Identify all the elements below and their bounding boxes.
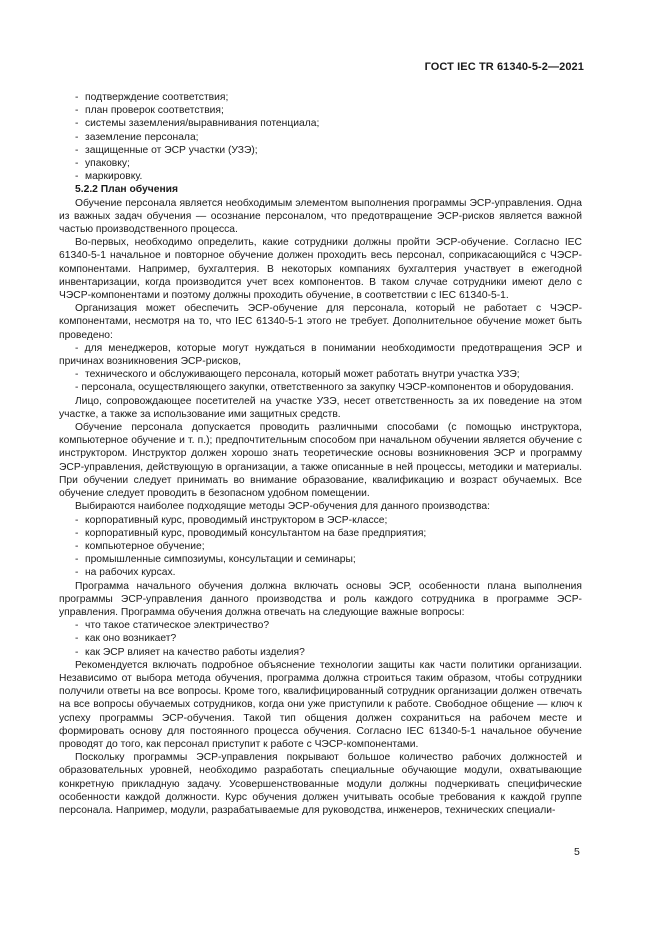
- list-item: - компьютерное обучение;: [75, 540, 205, 552]
- paragraph: Обучение персонала допускается проводить различными способами (с помощью инструктора, компьютерное обучение и т. п.); предпочтительным способом при начальном обучении является обучение с инструктором. Инструктор должен хорошо знать теоретические основы возникновения ЭСР и программу ЭСР-управления, действующую в организации, а также описанные в ней процессы, методики и материалы. При обучении следует принимать во внимание образование, квалификацию и возраст обучаемых. Все обучение следует проводить в безопасном удобном помещении.: [59, 422, 582, 500]
- paragraph: Лицо, сопровождающее посетителей на участке УЗЭ, несет ответственность за их поведение на этом участке, а также за использование ими защитных средств.: [59, 395, 582, 420]
- list-item: - системы заземления/выравнивания потенциала;: [75, 118, 320, 130]
- page-body: [59, 91, 582, 817]
- list-item: - для менеджеров, которые могут нуждаться в понимании необходимости предотвращения ЭСР и причинах возникновения ЭСР-рисков,: [59, 342, 582, 368]
- bullet-list-methods: [59, 514, 582, 580]
- paragraph: Во-первых, необходимо определить, какие сотрудники должны пройти ЭСР-обучение. Согласно IEC 61340-5-1 начальное и повторное обучение должен проходить весь персонал, соприкасающийся с ЧЭСР-компонентами. Например, бухгалтерия. В некоторых компаниях бухгалтерия участвует в ежегодной инвентаризации, когда производится учет всех компонентов. В таком случае сотрудники имеют дело с ЧЭСР-компонентами и поэтому должны проходить обучение, в соответствии с IEC 61340-5-1.: [59, 237, 582, 302]
- paragraph: Организация может обеспечить ЭСР-обучение для персонала, который не работает с ЧЭСР-компонентами, несмотря на то, что IEC 61340-5-1 этого не требует. Дополнительное обучение может быть проведено:: [59, 303, 582, 341]
- list-item: - защищенные от ЭСР участки (УЗЭ);: [75, 144, 258, 156]
- section-heading: 5.2.2 План обучения: [75, 184, 179, 196]
- list-item: - маркировку.: [75, 171, 143, 183]
- bullet-list-questions: [59, 619, 582, 659]
- bullet-list-training: [59, 342, 582, 395]
- standard-header: ГОСТ IEC TR 61340-5-2—2021: [424, 61, 584, 73]
- list-item: - персонала, осуществляющего закупки, ответственного за закупку ЧЭСР-компонентов и оборудования.: [75, 382, 574, 394]
- list-item: - что такое статическое электричество?: [75, 620, 270, 632]
- bullet-list-top: [59, 91, 582, 183]
- list-item: - план проверок соответствия;: [75, 105, 224, 117]
- list-item: - промышленные симпозиумы, консультации и семинары;: [75, 554, 356, 566]
- list-item: - на рабочих курсах.: [75, 567, 176, 579]
- list-item: - упаковку;: [75, 158, 130, 170]
- list-item: - как ЭСР влияет на качество работы изделия?: [75, 646, 305, 658]
- paragraph: Поскольку программы ЭСР-управления покрывают большое количество рабочих должностей и образовательных уровней, необходимо разработать специальные обучающие модули, охватывающие конкретную прикладную задачу. Усовершенствованные модули должны подчеркивать специфические особенности каждой должности. Курс обучения должен учитывать особые требования к каждой группе персонала. Например, модули, разрабатываемые для руководства, инженеров, технических специали-: [59, 752, 582, 816]
- list-item: - корпоративный курс, проводимый консультантом на базе предприятия;: [75, 527, 427, 539]
- list-item: - заземление персонала;: [75, 131, 199, 143]
- page-number: 5: [574, 846, 580, 858]
- list-item: - корпоративный курс, проводимый инструктором в ЭСР-классе;: [75, 514, 388, 526]
- list-item: - подтверждение соответствия;: [75, 92, 229, 103]
- paragraph: Программа начального обучения должна включать основы ЭСР, особенности плана выполнения программы ЭСР-управления данного производства и роль каждого сотрудника в программе ЭСР-управления. Программа обучения должна отвечать на следующие важные вопросы:: [59, 580, 582, 618]
- paragraph: Обучение персонала является необходимым элементом выполнения программы ЭСР-управления. Одна из важных задач обучения — осознание персоналом, что предотвращение ЭСР-рисков является важной частью производственного процесса.: [59, 197, 582, 236]
- list-item: - как оно возникает?: [75, 633, 177, 645]
- paragraph: Рекомендуется включать подробное объяснение технологии защиты как части политики организации. Независимо от выбора метода обучения, программа должна строиться таким образом, чтобы сотрудники получили ответы на все вопросы. Кроме того, квалифицированный сотрудник организации должен отвечать на все вопросы обучаемых сотрудников, когда они уже приступили к работе. Свободное общение — ключ к успеху программы ЭСР-обучения. Такой тип общения должен сохраниться на рабочем месте и формировать основу для постоянного процесса обучения. Согласно IEC 61340-5-1 начальное обучение проводят до того, как персонал приступит к работе с ЧЭСР-компонентами.: [59, 659, 582, 750]
- list-item: - технического и обслуживающего персонала, который может работать внутри участка УЗЭ;: [75, 369, 520, 381]
- paragraph: Выбираются наиболее подходящие методы ЭСР-обучения для данного производства:: [75, 501, 491, 513]
